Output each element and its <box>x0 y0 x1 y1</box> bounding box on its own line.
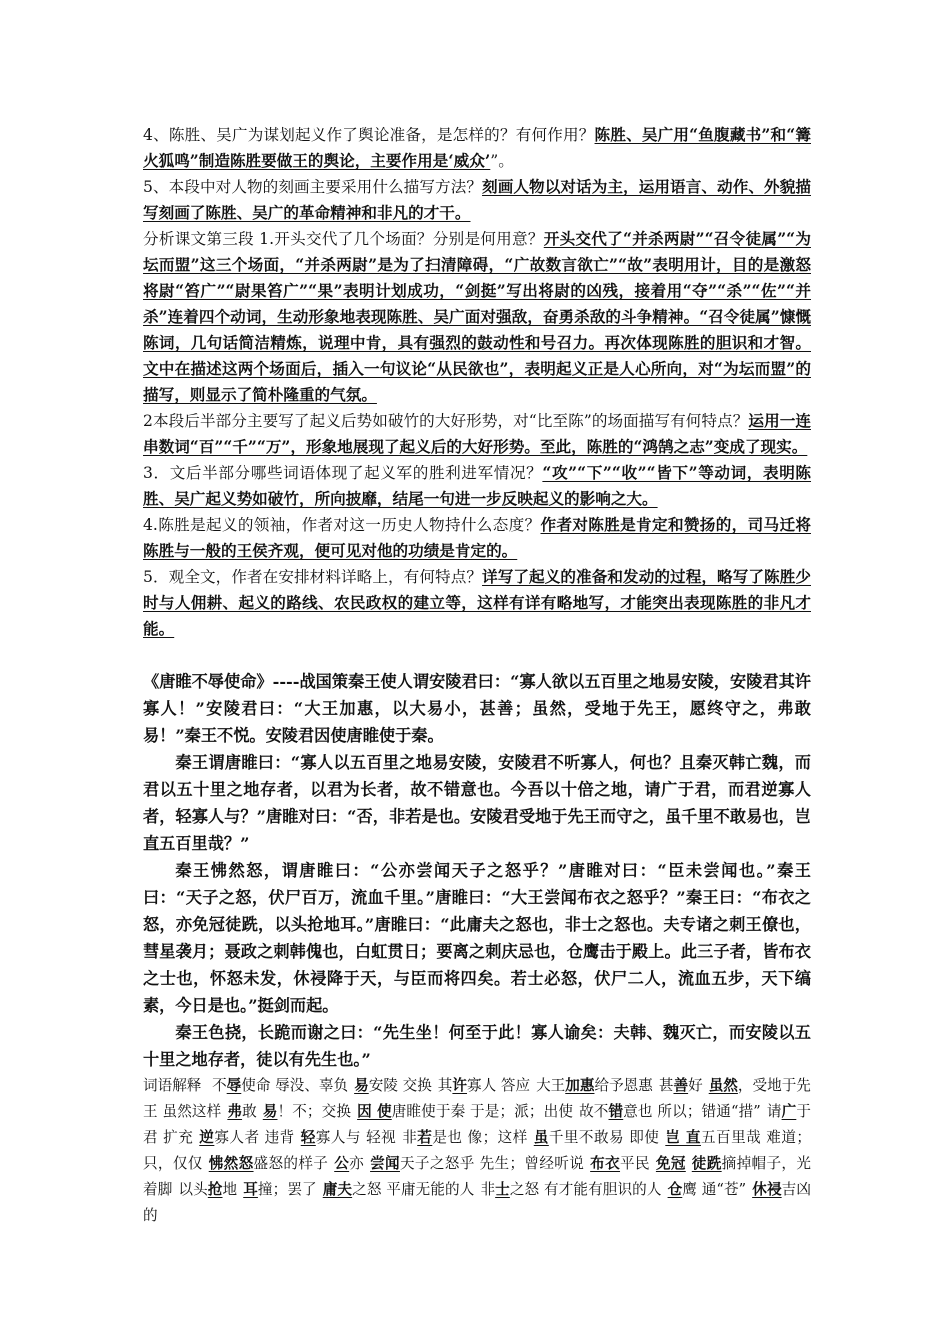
qa-item <box>143 564 811 642</box>
vocab-gloss: 平民 <box>620 1155 650 1172</box>
vocab-gloss: 之怒 有才能有胆识的人 <box>509 1181 662 1198</box>
vocab-gloss: 寡人与 轻视 <box>315 1129 397 1146</box>
question-text: 5、本段中对人物的刻画主要采用什么描写方法？ <box>143 178 483 196</box>
vocab-gloss: 吉凶的 <box>143 1181 811 1224</box>
vocab-term: 庸夫 <box>322 1181 353 1198</box>
vocab-entry <box>668 1181 747 1198</box>
vocab-term: 加惠 <box>565 1077 595 1094</box>
passage-paragraph: 秦王谓唐睢曰：“寡人以五百里之地易安陵，安陵君不听寡人，何也？且秦灭韩亡魏，而君以五十里之地存者，以君为长者，故不错意也。今吾以十倍之地，请广于君，而君逆寡人者，轻寡人与？”唐睢对曰：“否，非若是也。安陵君受地于先王而守之，虽千里不敢易也，岂直五百里哉？” <box>143 753 811 853</box>
vocab-context: 以头 <box>178 1181 208 1198</box>
vocab-term: 怫然怒 <box>208 1155 254 1172</box>
vocab-entry <box>354 1077 432 1094</box>
vocab-entry <box>438 1077 530 1094</box>
vocab-term: 尝闻 <box>370 1155 400 1172</box>
vocab-entry <box>357 1103 573 1120</box>
answer-text: “攻”“下”“收”“皆下”等动词，表明陈胜、吴广起义势如破竹，所向披靡，结尾一句进一步反映起义的影响之大。 <box>143 463 812 508</box>
vocab-entry <box>212 1077 348 1094</box>
vocabulary-notes <box>143 1073 811 1229</box>
vocab-term: 抢 <box>207 1181 223 1198</box>
vocab-context: 其 <box>437 1077 453 1094</box>
answer-text: 作者对陈胜是肯定和赞扬的，司马迁将陈胜与一般的王侯齐观，便可见对他的功绩是肯定的。 <box>143 515 811 560</box>
vocab-term: 许 <box>452 1077 468 1094</box>
vocab-gloss: 敢 <box>242 1103 257 1120</box>
vocab-entry <box>334 1155 364 1172</box>
passage-paragraph: 秦王色挠，长跪而谢之曰：“先生坐！何至于此！寡人谕矣：夫韩、魏灭亡，而安陵以五十里之地存者，徒以有先生也。” <box>143 1023 811 1069</box>
qa-section <box>143 122 811 642</box>
vocab-gloss: 给予恩惠 <box>594 1077 653 1094</box>
vocab-entry <box>480 1181 661 1198</box>
vocab-term: 错 <box>608 1103 624 1120</box>
answer-text: 运用一连串数词“百”“千”“万”，形象地展现了起义后的大好形势。至此，陈胜的“鸿鹄之志”变成了现实。 <box>143 411 811 456</box>
vocab-gloss: 盛怒的样子 <box>253 1155 329 1172</box>
vocab-entry <box>402 1129 528 1146</box>
vocab-term: 弗 <box>227 1103 243 1120</box>
vocab-term: 若 <box>417 1129 433 1146</box>
qa-item <box>143 226 811 408</box>
answer-text: 详写了起义的准备和发动的过程，略写了陈胜少时与人佣耕、起义的路线、农民政权的建立等，这样有详有略地写，才能突出表现陈胜的非凡才能。 <box>143 567 811 638</box>
question-text: 4、陈胜、吴广为谋划起义作了舆论准备，是怎样的？有何作用？ <box>143 126 595 144</box>
vocab-entry <box>199 1129 294 1146</box>
vocab-gloss: 之怒 平庸无能的人 <box>352 1181 475 1198</box>
answer-text: 开头交代了“并杀两尉”“召令徒属”“为坛而盟”这三个场面，“并杀两尉”是为了扫清障碍，“广故数言欲亡”“故”表明用计，目的是激怒将尉“笞广”“尉果笞广”“果”表明计划成功，“剑挺”写出将尉的凶残，接着用“夺”“杀”“佐”“并杀”连着四个动词，生动形象地表现陈胜、吴广面对强敌，奋勇杀敌的斗争精神。“召令徒属”慷慨陈词，几句话简洁精炼，说理中肯，具有强烈的鼓动性和号召力。再次体现陈胜的胆识和才智。文中在描述这两个场面后，插入一句议论“从民欲也”，表明起义正是人心所向，对“为坛而盟”的描写，则显示了简朴隆重的气氛。 <box>143 229 811 404</box>
vocab-gloss: ！不；交换 <box>277 1103 352 1120</box>
vocab-entry <box>227 1103 256 1120</box>
vocab-gloss: 亦 <box>349 1155 365 1172</box>
vocab-term: 善 <box>673 1077 689 1094</box>
vocab-gloss: 意也 所以；错通“措” <box>623 1103 761 1120</box>
qa-item <box>143 460 811 512</box>
vocab-context: 请 <box>766 1103 782 1120</box>
vocab-entry <box>243 1181 317 1198</box>
classical-passage <box>143 668 811 1073</box>
vocab-gloss: 五百里哉 难道；只，仅仅 <box>143 1129 811 1172</box>
vocab-term: 轻 <box>300 1129 316 1146</box>
vocab-entry <box>209 1155 328 1172</box>
vocab-context: 故不 <box>579 1103 609 1120</box>
vocab-gloss: ，受地于先王 虽然这样 <box>143 1077 811 1120</box>
vocab-gloss: 天子之怒乎 先生；曾经听说 <box>399 1155 585 1172</box>
question-text: 2本段后半部分主要写了起义后势如破竹的大好形势，对“比至陈”的场面描写有何特点？ <box>143 412 749 430</box>
qa-item <box>143 174 811 226</box>
vocab-gloss: 鹰 通“苍” <box>682 1181 747 1198</box>
vocab-entry <box>534 1129 660 1146</box>
vocab-gloss: 于君 扩充 <box>143 1103 811 1146</box>
vocab-gloss: 寡人 答应 <box>467 1077 531 1094</box>
vocab-context: 非 <box>402 1129 418 1146</box>
vocab-term: 士 <box>495 1181 510 1198</box>
vocab-gloss: 使命 辱没、辜负 <box>241 1077 349 1094</box>
vocab-term: 免冠 <box>655 1155 686 1172</box>
vocab-entry <box>301 1129 396 1146</box>
vocab-term: 公 <box>334 1155 350 1172</box>
vocab-context: 不 <box>212 1077 227 1094</box>
vocab-term: 易 <box>354 1077 369 1094</box>
vocab-term: 因 使 <box>357 1103 392 1120</box>
vocab-term: 虽然 <box>708 1077 738 1094</box>
question-text: 分析课文第三段 1.开头交代了几个场面？分别是何用意？ <box>143 230 544 248</box>
vocab-entry <box>178 1181 237 1198</box>
vocab-entry <box>370 1155 584 1172</box>
vocab-term: 岂 直 <box>665 1129 701 1146</box>
qa-item <box>143 122 811 174</box>
vocab-gloss: 千里不敢易 即使 <box>548 1129 660 1146</box>
vocab-term: 布衣 <box>590 1155 621 1172</box>
passage-paragraph: 《唐睢不辱使命》----战国策秦王使人谓安陵君曰：“寡人欲以五百里之地易安陵，安陵君其许寡人！”安陵君曰：“大王加惠，以大易小，甚善；虽然，受地于先王，愿终守之，弗敢易！”秦王不悦。安陵君因使唐睢使于秦。 <box>143 672 811 745</box>
vocab-entry <box>263 1103 351 1120</box>
vocab-context: 大王 <box>536 1077 566 1094</box>
question-text: 5．观全文，作者在安排材料详略上，有何特点？ <box>143 568 483 586</box>
vocab-context: 非 <box>480 1181 496 1198</box>
vocab-term: 仓 <box>667 1181 683 1198</box>
vocab-entry <box>579 1103 761 1120</box>
vocab-gloss: 是也 像；这样 <box>432 1129 528 1146</box>
answer-tail: ”。 <box>490 152 514 170</box>
vocab-gloss: 好 <box>688 1077 703 1094</box>
vocab-term: 易 <box>262 1103 278 1120</box>
vocab-gloss: 唐睢使于秦 于是；派；出使 <box>391 1103 574 1120</box>
vocab-heading: 词语解释 <box>143 1077 202 1094</box>
vocab-term: 辱 <box>226 1077 242 1094</box>
vocab-gloss: 撞；罢了 <box>257 1181 317 1198</box>
answer-text: 刻画人物以对话为主，运用语言、动作、外貌描写刻画了陈胜、吴广的革命精神和非凡的才干。 <box>143 177 811 222</box>
vocab-term: 虽 <box>533 1129 549 1146</box>
vocab-gloss: 摘掉帽子，光着脚 <box>143 1155 811 1198</box>
vocab-entry <box>536 1077 653 1094</box>
vocab-term: 休祲 <box>752 1181 782 1198</box>
passage-paragraph: 秦王怫然怒，谓唐睢曰：“公亦尝闻天子之怒乎？”唐睢对曰：“臣未尝闻也。”秦王曰：“天子之怒，伏尸百万，流血千里。”唐睢曰：“大王尝闻布衣之怒乎？”秦王曰：“布衣之怒，亦免冠徒跣，以头抢地耳。”唐睢曰：“此庸夫之怒也，非士之怒也。夫专诸之刺王僚也，彗星袭月；聂政之刺韩傀也，白虹贯日；要离之刺庆忌也，仓鹰击于殿上。此三子者，皆布衣之士也，怀怒未发，休祲降于天，与臣而将四矣。若士必怒，伏尸二人，流血五步，天下缟素，今日是也。”挺剑而起。 <box>143 861 811 1015</box>
vocab-term: 广 <box>781 1103 797 1120</box>
document-body <box>143 122 811 1229</box>
question-text: 3．文后半部分哪些词语体现了起义军的胜利进军情况？ <box>143 464 543 482</box>
vocab-gloss: 寡人者 违背 <box>214 1129 295 1146</box>
answer-text: 陈胜、吴广用“鱼腹藏书”和“篝火狐鸣”制造陈胜要做王的舆论，主要作用是‘威众’ <box>143 125 811 170</box>
vocab-entry <box>323 1181 475 1198</box>
vocab-entry <box>659 1077 703 1094</box>
vocab-term: 耳 <box>243 1181 258 1198</box>
vocab-term: 徒跣 <box>691 1155 722 1172</box>
vocab-term: 逆 <box>199 1129 215 1146</box>
vocab-gloss: 安陵 交换 <box>368 1077 432 1094</box>
question-text: 4.陈胜是起义的领袖，作者对这一历史人物持什么态度？ <box>143 516 541 534</box>
vocab-context: 甚 <box>658 1077 674 1094</box>
spacer <box>143 642 811 668</box>
qa-item <box>143 408 811 460</box>
vocab-entry <box>590 1155 650 1172</box>
qa-item <box>143 512 811 564</box>
vocab-gloss: 地 <box>222 1181 238 1198</box>
vocab-entry <box>656 1155 686 1172</box>
